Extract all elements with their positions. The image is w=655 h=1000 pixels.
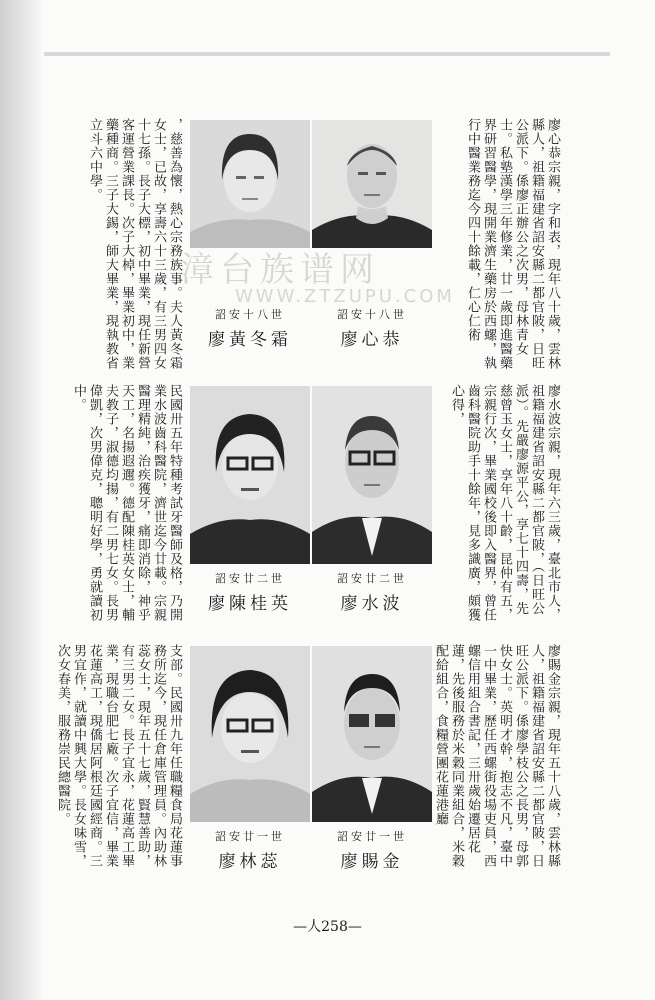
watermark-text: 漳台族谱网 [180, 250, 380, 290]
person-name: 廖陳桂英 [208, 594, 292, 614]
person-name: 廖林蕊 [218, 852, 282, 872]
biography-ruilin: 支部。民國卅九年任職糧食局花蓮事務所迄今，現任倉庫管理員。內助林蕊女士，現年五十七歲，賢慧善助，有三男二女。長子宜永，花蓮高工畢業，現職台肥七廠。次子宜信，畢業花蓮高工，現僑居阿根廷國經商。三男宜作，就讀中興大學。長女味雪，次女春美，服務崇民總醫院。 [55, 644, 182, 868]
caption-gongxin [312, 306, 432, 350]
caption-yingui [190, 570, 310, 614]
generation-label: 詔安廿二世 [215, 572, 285, 585]
biography-shuibo: 廖水波宗親，現年六三歲，臺北市人，祖籍福建省詔安縣二都官陂，（日旺公派）。先嚴廖源平公，享七十四壽，先慈曾玉女士，享年八十齡，昆仲有五，宗親行次，畢業國校後即入醫界，曾任齒科醫院助手十餘年，見多識廣，頗獲心得， [449, 384, 560, 622]
biography-gongxin: 廖心恭宗親，字和表，現年八十歲，雲林縣人，祖籍福建省詔安縣二都官陂，日旺公派下。係廖正辦公之次男，母林青女士。私塾漢學三年修業，廿一歲即進醫藥界研習醫學，現開業濟生藥房於西螺，執行中醫業務迄今四十餘載，仁心仁術 [465, 118, 560, 370]
generation-label: 詔安廿二世 [337, 572, 407, 585]
generation-label: 詔安廿一世 [215, 830, 285, 843]
page-top-shadow [44, 52, 610, 56]
generation-label: 詔安十八世 [215, 308, 285, 321]
person-name: 廖黃冬霜 [208, 330, 292, 350]
person-name: 廖賜金 [340, 852, 404, 872]
page-edge-shadow [0, 0, 44, 1000]
biography-yingui: 民國卅五年特種考試牙醫師及格，乃開業水波齒科醫院，濟世迄今廿載。宗親醫理精純，治疾獲牙，痛即消除，神乎天工，名揚遐邇。德配陳桂英女士，輔夫教子，淑德均揚，有二男七女。長男偉凱，次男偉克，聰明好學，勇就讀初中。 [71, 384, 182, 622]
portrait-photo-shuangdong [190, 120, 310, 248]
portrait-photo-cijin [312, 646, 432, 822]
biography-cijin: 廖賜金宗親，現年五十八歲，雲林縣人，祖籍福建省詔安縣二都官陂，日旺公派下。係廖學枝公之長男，母郭快女士。英明才幹，抱志不凡，臺中一中畢業，歷任西螺街役場吏員，西螺信用組合書記，三卅歲始遷居花蓮，先後服務於米穀同業組合，米穀配給組合，食糧營團花蓮港廳 [433, 644, 560, 868]
generation-label: 詔安廿一世 [337, 830, 407, 843]
biography-shuangdong: ，慈善為懷，熱心宗務族事。夫人黃冬霜女士，已故，享壽六十三歲，有三男四女十七孫。長子大標，初中畢業，現任新營客運營業課長。次子大棹，畢業初中，業藥種商。三子大錫，師大畢業，現執教省立斗六中學。 [87, 118, 182, 370]
generation-label: 詔安十八世 [337, 308, 407, 321]
person-name: 廖心恭 [340, 330, 404, 350]
caption-ruilin [190, 828, 310, 872]
caption-shuangdong [190, 306, 310, 350]
page-number: —人258— [293, 919, 362, 935]
portrait-photo-yingui [190, 386, 310, 564]
watermark-url: WWW.ZTZUPU.COM [235, 286, 455, 307]
portrait-photo-gongxin [312, 120, 432, 248]
caption-cijin [312, 828, 432, 872]
caption-shuibo [312, 570, 432, 614]
portrait-photo-shuibo [312, 386, 432, 564]
person-name: 廖水波 [340, 594, 404, 614]
portrait-photo-ruilin [190, 646, 310, 822]
